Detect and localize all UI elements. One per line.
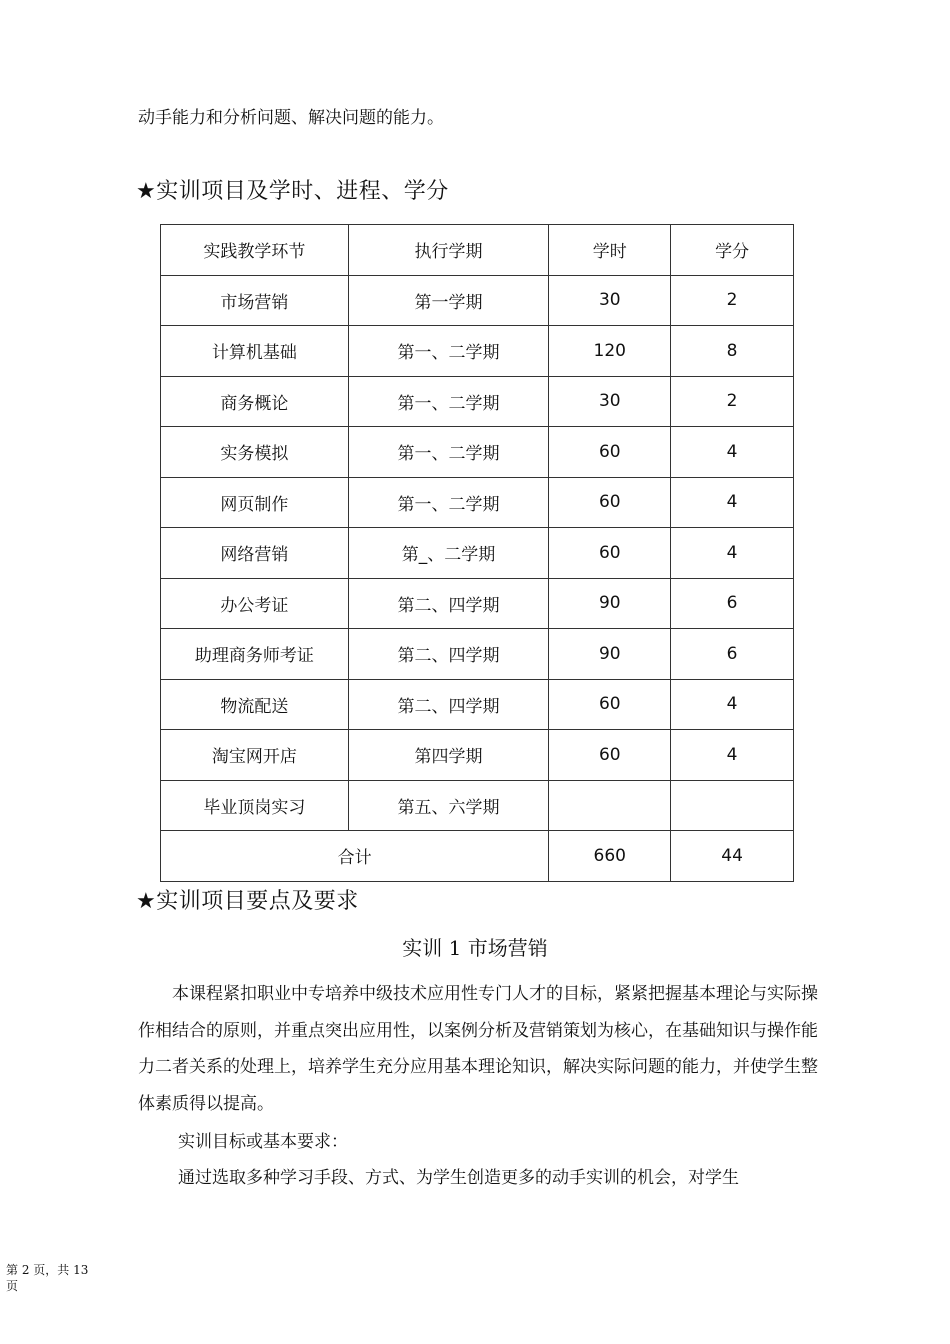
table-row bbox=[161, 730, 794, 781]
table-total-row bbox=[161, 831, 794, 882]
cell-semester: 第一、二学期 bbox=[348, 376, 549, 427]
goal-text: 通过选取多种学习手段、方式、为学生创造更多的动手实训的机会，对学生 bbox=[178, 1168, 739, 1188]
course-description: 本课程紧扣职业中专培养中级技术应用性专门人才的目标，紧紧把握基本理论与实际操作相结合的原则，并重点突出应用性，以案例分析及营销策划为核心，在基础知识与操作能力二者关系的处理上，培养学生充分应用基本理论知识，解决实际问题的能力，并使学生整体素质得以提高。 bbox=[138, 984, 818, 1114]
cell-item: 市场营销 bbox=[161, 275, 349, 326]
cell-item: 网络营销 bbox=[161, 528, 349, 579]
cell-item: 物流配送 bbox=[161, 679, 349, 730]
table-row bbox=[161, 528, 794, 579]
cell-semester: 第五、六学期 bbox=[348, 780, 549, 831]
cell-item: 助理商务师考证 bbox=[161, 629, 349, 680]
cell-semester: 第二、四学期 bbox=[348, 578, 549, 629]
cell-item: 商务概论 bbox=[161, 376, 349, 427]
intro-tail-text: 动手能力和分析问题、解决问题的能力。 bbox=[138, 108, 444, 128]
cell-item: 办公考证 bbox=[161, 578, 349, 629]
cell-hours: 120 bbox=[549, 326, 671, 377]
table-row bbox=[161, 326, 794, 377]
table-body bbox=[161, 225, 794, 882]
cell-credits: 2 bbox=[671, 275, 794, 326]
header-cell-item: 实践教学环节 bbox=[161, 225, 349, 276]
table-row bbox=[161, 376, 794, 427]
table-row bbox=[161, 427, 794, 478]
cell-hours: 30 bbox=[549, 275, 671, 326]
total-hours-cell: 660 bbox=[549, 831, 671, 882]
total-credits-cell: 44 bbox=[671, 831, 794, 882]
cell-hours: 30 bbox=[549, 376, 671, 427]
cell-hours: 60 bbox=[549, 679, 671, 730]
table-header-row bbox=[161, 225, 794, 276]
cell-hours: 60 bbox=[549, 528, 671, 579]
cell-credits: 6 bbox=[671, 629, 794, 680]
cell-hours: 90 bbox=[549, 629, 671, 680]
cell-hours bbox=[549, 780, 671, 831]
cell-semester: 第一学期 bbox=[348, 275, 549, 326]
cell-semester: 第二、四学期 bbox=[348, 679, 549, 730]
table-row bbox=[161, 780, 794, 831]
cell-hours: 60 bbox=[549, 427, 671, 478]
cell-hours: 90 bbox=[549, 578, 671, 629]
training-subtitle: 实训 1 市场营销 bbox=[402, 936, 548, 960]
cell-credits: 2 bbox=[671, 376, 794, 427]
cell-semester: 第二、四学期 bbox=[348, 629, 549, 680]
cell-hours: 60 bbox=[549, 730, 671, 781]
table-row bbox=[161, 629, 794, 680]
cell-semester: 第四学期 bbox=[348, 730, 549, 781]
table-row bbox=[161, 679, 794, 730]
cell-credits: 4 bbox=[671, 528, 794, 579]
cell-credits: 4 bbox=[671, 427, 794, 478]
header-cell-semester: 执行学期 bbox=[348, 225, 549, 276]
cell-credits: 4 bbox=[671, 679, 794, 730]
cell-item: 实务模拟 bbox=[161, 427, 349, 478]
cell-item: 网页制作 bbox=[161, 477, 349, 528]
page-number: 第 2 页，共 13 页 bbox=[6, 1263, 89, 1293]
cell-credits: 6 bbox=[671, 578, 794, 629]
header-cell-hours: 学时 bbox=[549, 225, 671, 276]
table-row bbox=[161, 578, 794, 629]
section-title-schedule: ★实训项目及学时、进程、学分 bbox=[136, 179, 449, 204]
training-schedule-table bbox=[160, 224, 794, 882]
cell-credits: 8 bbox=[671, 326, 794, 377]
cell-semester: 第一、二学期 bbox=[348, 326, 549, 377]
cell-semester: 第一、二学期 bbox=[348, 427, 549, 478]
cell-credits bbox=[671, 780, 794, 831]
cell-hours: 60 bbox=[549, 477, 671, 528]
cell-semester: 第一、二学期 bbox=[348, 477, 549, 528]
cell-credits: 4 bbox=[671, 730, 794, 781]
goal-label: 实训目标或基本要求： bbox=[178, 1132, 348, 1152]
table-row bbox=[161, 477, 794, 528]
header-cell-credits: 学分 bbox=[671, 225, 794, 276]
cell-semester: 第_、二学期 bbox=[348, 528, 549, 579]
cell-item: 计算机基础 bbox=[161, 326, 349, 377]
cell-item: 毕业顶岗实习 bbox=[161, 780, 349, 831]
section-title-requirements: ★实训项目要点及要求 bbox=[136, 889, 359, 914]
table-row bbox=[161, 275, 794, 326]
cell-item: 淘宝网开店 bbox=[161, 730, 349, 781]
cell-credits: 4 bbox=[671, 477, 794, 528]
total-label-cell: 合计 bbox=[161, 831, 549, 882]
